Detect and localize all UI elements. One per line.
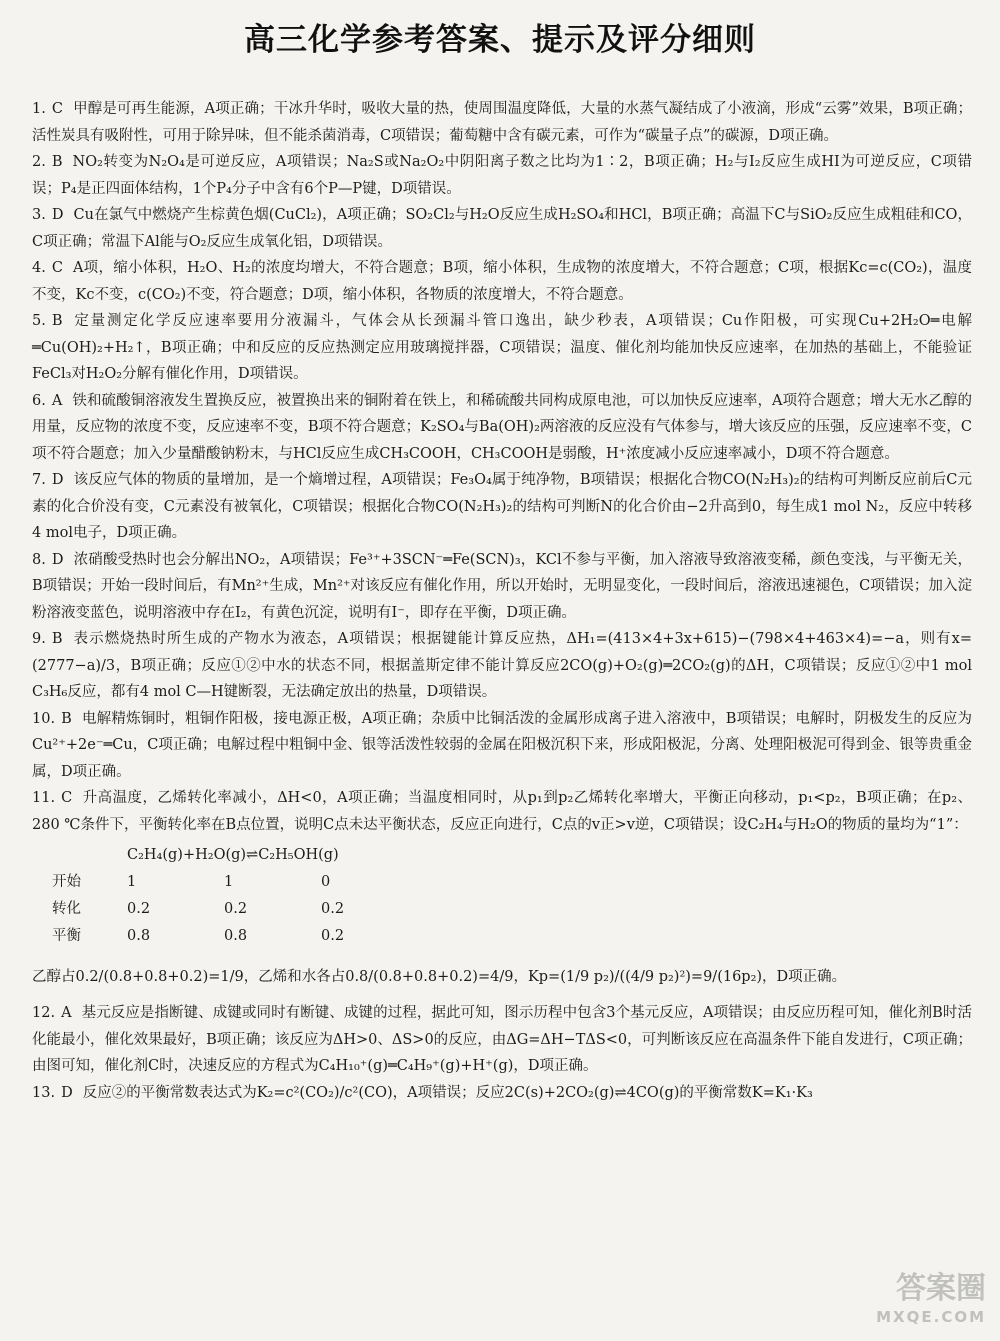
page-title: 高三化学参考答案、提示及评分细则 xyxy=(244,22,756,58)
answer-item: 7. D 该反应气体的物质的量增加，是一个熵增过程，A项错误；Fe₃O₄属于纯净物，B项错误；根据化合物CO(N₂H₃)₂的结构可判断反应前后C元素的化合价没有变，C元素没有被氧化，C项错误；根据化合物CO(N₂H₃)₂的结构可判断N的化合价由−2升高到0，每生成1 mol N₂，反应中转移4 mol电子，D项正确。 xyxy=(32,472,972,541)
answer-item: 11. C 升高温度，乙烯转化率减小，ΔH<0，A项正确；当温度相同时，从p₁到p₂乙烯转化率增大，平衡正向移动，p₁<p₂，B项正确；在p₂、280 ℃条件下，平衡转化率在B点位置，说明C点未达平衡状态，反应正向进行，C点的v正>v逆，C项错误；设C₂H₄与H₂O的物质的量均为“1”： xyxy=(32,790,972,833)
answer-item: 10. B 电解精炼铜时，粗铜作阳极，接电源正极，A项正确；杂质中比铜活泼的金属形成离子进入溶液中，B项错误；电解时，阴极发生的反应为Cu²⁺+2e⁻═Cu，C项正确；电解过程中粗铜中金、银等活泼性较弱的金属在阳极沉积下来，形成阳极泥，分离、处理阳极泥可得到金、银等贵重金属，D项正确。 xyxy=(32,710,972,780)
answer-item: 2. B NO₂转变为N₂O₄是可逆反应，A项错误；Na₂S或Na₂O₂中阴阳离子数之比均为1∶2，B项正确；H₂与I₂反应生成HI为可逆反应，C项错误；P₄是正四面体结构，1个P₄分子中含有6个P—P键，D项错误。 xyxy=(32,154,972,197)
table-row: 开始 1 1 0 xyxy=(52,874,331,890)
answer-item: 8. D 浓硝酸受热时也会分解出NO₂，A项错误；Fe³⁺+3SCN⁻═Fe(SCN)₃，KCl不参与平衡，加入溶液导致溶液变稀，颜色变浅，与平衡无关，B项错误；开始一段时间后，有Mn²⁺生成，Mn²⁺对该反应有催化作用，所以开始时，无明显变化，一段时间后，溶液迅速褪色，C项错误；加入淀粉溶液变蓝色，说明溶液中存在I₂，有黄色沉淀，说明有I⁻，即存在平衡，D项正确。 xyxy=(32,551,972,621)
reaction-equation: C₂H₄(g)+H₂O(g)⇌C₂H₅OH(g) xyxy=(127,847,339,863)
answer-item: 3. D Cu在氯气中燃烧产生棕黄色烟(CuCl₂)，A项正确；SO₂Cl₂与H₂O反应生成H₂SO₄和HCl，B项正确；高温下C与SiO₂反应生成粗硅和CO，C项正确；常温下Al能与O₂反应生成氧化铝，D项错误。 xyxy=(32,207,972,250)
answer-list xyxy=(32,96,972,1106)
answer-item: 4. C A项，缩小体积，H₂O、H₂的浓度均增大，不符合题意；B项，缩小体积，生成物的浓度增大，不符合题意；C项，根据Kc=c(CO₂)，温度不变，Kc不变，c(CO₂)不变，符合题意；D项，缩小体积，各物质的浓度增大，不符合题意。 xyxy=(32,260,972,303)
table-row: 转化 0.2 0.2 0.2 xyxy=(52,901,345,917)
answer-item: 13. D 反应②的平衡常数表达式为K₂=c²(CO₂)/c²(CO)，A项错误；反应2C(s)+2CO₂(g)⇌4CO(g)的平衡常数K=K₁·K₃ xyxy=(32,1084,813,1101)
answer-item: 6. A 铁和硫酸铜溶液发生置换反应，被置换出来的铜附着在铁上，和稀硫酸共同构成原电池，可以加快反应速率，A项符合题意；增大无水乙醇的用量，反应物的浓度不变，反应速率不变，B项不符合题意；K₂SO₄与Ba(OH)₂两溶液的反应没有气体参与，增大该反应的压强，反应速率不变，C项不符合题意；加入少量醋酸钠粉末，与HCl反应生成CH₃COOH，CH₃COOH是弱酸，H⁺浓度减小反应速率减小，D项不符合题意。 xyxy=(32,392,972,462)
answer-item: 1. C 甲醇是可再生能源，A项正确；干冰升华时，吸收大量的热，使周围温度降低，大量的水蒸气凝结成了小液滴，形成“云雾”效果，B项正确；活性炭具有吸附性，可用于除异味，但不能杀菌消毒，C项错误；葡萄糖中含有碳元素，可作为“碳量子点”的碳源，D项正确。 xyxy=(32,101,972,144)
kp-calculation: 乙醇占0.2/(0.8+0.8+0.2)=1/9，乙烯和水各占0.8/(0.8+0.8+0.2)=4/9，Kp=(1/9 p₂)/((4/9 p₂)²)=9/(16p₂)，D项正确。 xyxy=(32,969,847,985)
equilibrium-table xyxy=(52,842,972,950)
answer-item: 9. B 表示燃烧热时所生成的产物水为液态，A项错误；根据键能计算反应热，ΔH₁=(413×4+3x+615)−(798×4+463×4)=−a，则有x=(2777−a)/3，B项正确；反应①②中水的状态不同，根据盖斯定律不能计算反应2CO(g)+O₂(g)═2CO₂(g)的ΔH，C项错误；反应①②中1 mol C₃H₆反应，都有4 mol C—H键断裂，无法确定放出的热量，D项错误。 xyxy=(32,631,972,700)
answer-item: 5. B 定量测定化学反应速率要用分液漏斗，气体会从长颈漏斗管口逸出，缺少秒表，A项错误；Cu作阳极，可实现Cu+2H₂O═电解═Cu(OH)₂+H₂↑，B项正确；中和反应的反应热测定应用玻璃搅拌器，C项错误；温度、催化剂均能加快反应速率，在加热的基础上，不能验证FeCl₃对H₂O₂分解有催化作用，D项错误。 xyxy=(32,313,972,382)
table-row: 平衡 0.8 0.8 0.2 xyxy=(52,928,345,944)
site-watermark: 答案圈 MXQE.COM xyxy=(876,1271,986,1326)
answer-item: 12. A 基元反应是指断键、成键或同时有断键、成键的过程，据此可知，图示历程中包含3个基元反应，A项错误；由反应历程可知，催化剂B时活化能最小，催化效果最好，B项正确；该反应为ΔH>0、ΔS>0的反应，由ΔG=ΔH−TΔS<0，可判断该反应在高温条件下能自发进行，C项正确；由图可知，催化剂C时，决速反应的方程式为C₄H₁₀⁺(g)═C₄H₉⁺(g)+H⁺(g)，D项正确。 xyxy=(32,1005,972,1074)
